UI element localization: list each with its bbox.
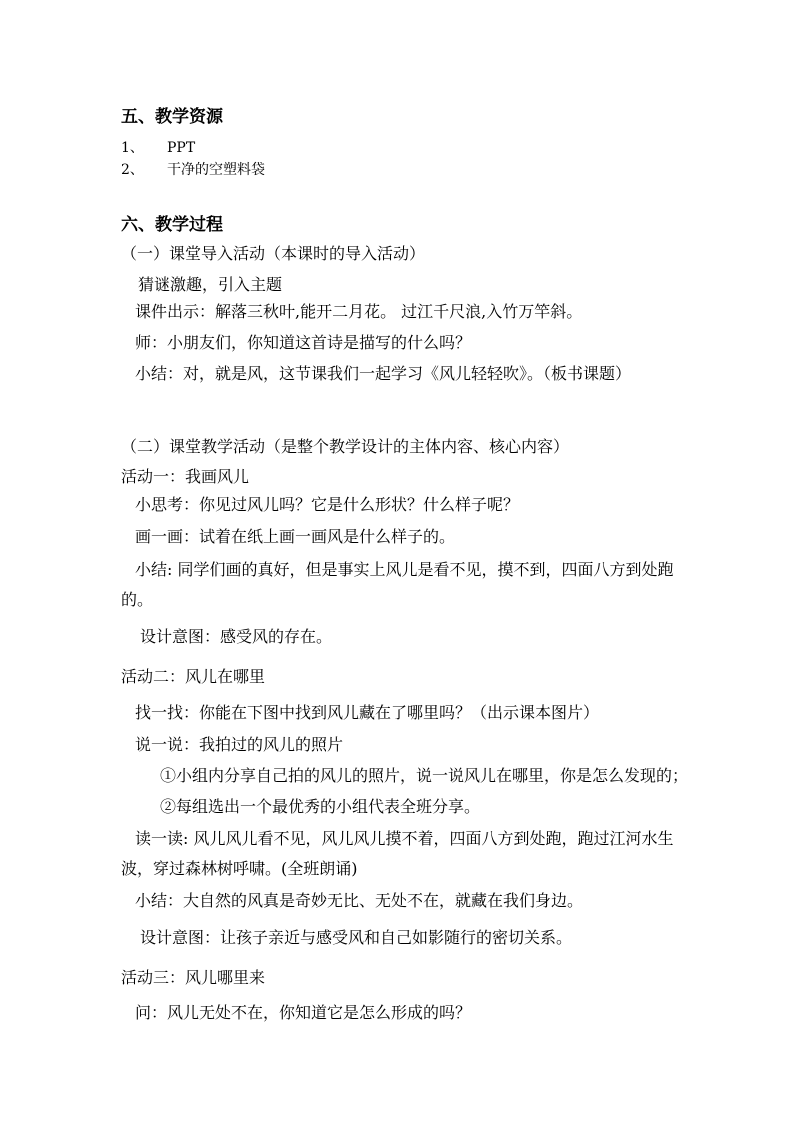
part1-line: 小结：对，就是风，这节课我们一起学习《风儿轻轻吹》。（板书课题） xyxy=(135,364,632,383)
resource-item-num: 2、 xyxy=(121,162,144,178)
activity3-title: 活动三：风儿哪里来 xyxy=(121,968,266,987)
activity1-title: 活动一：我画风儿 xyxy=(121,467,250,486)
activity2-design: 设计意图：让孩子亲近与感受风和自己如影随行的密切关系。 xyxy=(140,928,573,947)
activity2-line: ①小组内分享自己拍的风儿的照片，说一说风儿在哪里，你是怎么发现的； xyxy=(160,766,689,785)
activity2-line: 找一找：你能在下图中找到风儿藏在了哪里吗？（出示课本图片） xyxy=(135,703,600,722)
activity1-line: 小思考：你见过风儿吗？它是什么形状？什么样子呢？ xyxy=(135,495,520,514)
activity1-design: 设计意图：感受风的存在。 xyxy=(140,627,333,646)
part2-heading: （二）课堂教学活动（是整个教学设计的主体内容、核心内容） xyxy=(121,437,570,456)
activity2-line: 说一说：我拍过的风儿的照片 xyxy=(135,735,344,754)
resource-item-2 xyxy=(121,163,265,177)
activity2-line: 波，穿过森林树呼啸。(全班朗诵) xyxy=(121,859,358,878)
resource-item-1 xyxy=(121,141,195,155)
part1-heading: （一）课堂导入活动（本课时的导入活动） xyxy=(121,244,426,263)
resource-item-text: 干净的空塑料袋 xyxy=(167,162,265,178)
resource-item-text: PPT xyxy=(167,140,196,156)
part1-line: 师：小朋友们，你知道这首诗是描写的什么吗？ xyxy=(135,333,472,352)
section5-heading: 五、教学资源 xyxy=(121,107,223,127)
section6-heading: 六、教学过程 xyxy=(121,215,223,235)
activity1-line: 画一画：试着在纸上画一画风是什么样子的。 xyxy=(135,527,456,546)
resource-item-num: 1、 xyxy=(121,140,144,156)
activity2-line: ②每组选出一个最优秀的小组代表全班分享。 xyxy=(160,797,481,816)
activity2-title: 活动二：风儿在哪里 xyxy=(121,667,266,686)
part1-line: 课件出示：解落三秋叶,能开二月花。 过江千尺浪,入竹万竿斜。 xyxy=(135,302,583,321)
activity1-line: 小结: 同学们画的真好，但是事实上风儿是看不见，摸不到，四面八方到处跑 xyxy=(135,560,674,579)
activity2-line: 小结：大自然的风真是奇妙无比、无处不在，就藏在我们身边。 xyxy=(135,891,584,910)
activity3-line: 问：风儿无处不在，你知道它是怎么形成的吗？ xyxy=(135,1003,472,1022)
activity2-line: 读一读: 风儿风儿看不见，风儿风儿摸不着，四面八方到处跑，跑过江河水生 xyxy=(135,829,674,848)
activity1-line: 的。 xyxy=(121,590,154,609)
part1-line: 猜谜激趣，引入主题 xyxy=(138,275,283,294)
